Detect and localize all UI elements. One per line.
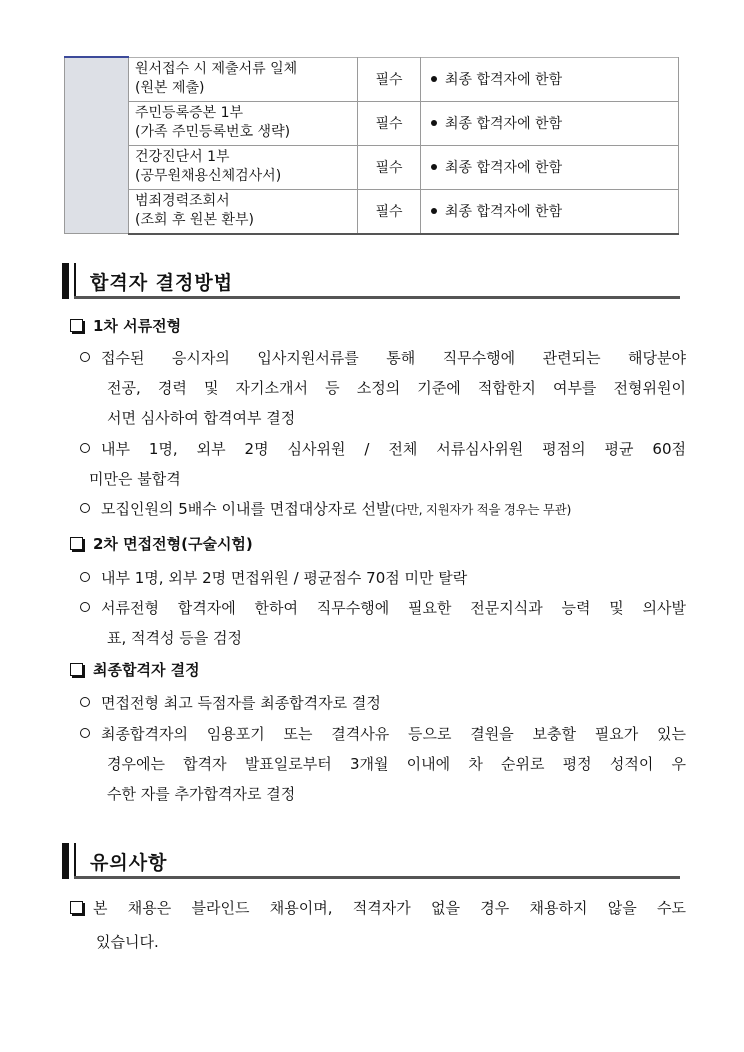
circle-bullet-icon bbox=[80, 352, 90, 362]
note-text: 최종 합격자에 한함 bbox=[445, 72, 563, 88]
circle-bullet-icon bbox=[80, 697, 90, 707]
stage1-item2-line2: 미만은 불합격 bbox=[89, 470, 181, 488]
document-name-cell bbox=[129, 189, 358, 234]
heading-bar bbox=[62, 263, 69, 299]
note-cell bbox=[421, 101, 679, 145]
stage2-item2-line2: 표, 적격성 등을 검정 bbox=[107, 629, 242, 647]
item-text: 서류전형 합격자에 한하여 직무수행에 필요한 전문지식과 능력 및 의사발 bbox=[101, 599, 686, 617]
document-name: 원서접수 시 제출서류 일체 bbox=[135, 61, 298, 77]
heading-tick bbox=[74, 263, 76, 299]
item-text: 접수된 응시자의 입사지원서류를 통해 직무수행에 관련되는 해당분야 bbox=[101, 349, 686, 367]
table-row bbox=[65, 145, 679, 189]
checkbox-square-icon bbox=[70, 663, 83, 676]
document-detail: (공무원채용신체검사서) bbox=[135, 168, 282, 184]
bullet-icon bbox=[431, 76, 437, 82]
requirement-cell: 필수 bbox=[358, 189, 421, 234]
requirement-cell: 필수 bbox=[358, 101, 421, 145]
section-title: 유의사항 bbox=[90, 852, 168, 874]
document-name: 건강진단서 1부 bbox=[135, 149, 230, 165]
requirement-cell: 필수 bbox=[358, 145, 421, 189]
document-detail: (원본 제출) bbox=[135, 80, 205, 96]
stage2-heading bbox=[70, 533, 690, 554]
final-heading bbox=[70, 659, 690, 680]
circle-bullet-icon bbox=[80, 503, 90, 513]
stage2-item1 bbox=[80, 567, 467, 588]
stage1-item1-line3: 서면 심사하여 합격여부 결정 bbox=[107, 409, 296, 427]
final-item2-line1 bbox=[80, 723, 686, 744]
stage1-title: 1차 서류전형 bbox=[93, 317, 182, 335]
item-text: 내부 1명, 외부 2명 심사위원 / 전체 서류심사위원 평점의 평균 60점 bbox=[101, 440, 686, 458]
final-item2-line2: 경우에는 합격자 발표일로부터 3개월 이내에 차 순위로 평정 성적이 우 bbox=[107, 755, 686, 773]
stage1-heading bbox=[70, 315, 690, 336]
item-parenthetical: (다만, 지원자가 적을 경우는 무관) bbox=[390, 502, 572, 517]
note-cell bbox=[421, 57, 679, 101]
checkbox-square-icon bbox=[70, 537, 83, 550]
document-name: 주민등록증본 1부 bbox=[135, 105, 244, 121]
bullet-icon bbox=[431, 208, 437, 214]
final-item2-line3: 수한 자를 추가합격자로 결정 bbox=[107, 785, 296, 803]
note-text: 최종 합격자에 한함 bbox=[445, 204, 563, 220]
requirement-cell: 필수 bbox=[358, 57, 421, 101]
stage1-item1-line1 bbox=[80, 347, 686, 368]
stage1-item1-line2: 전공, 경력 및 자기소개서 등 소정의 기준에 적합한지 여부를 전형위원이 bbox=[107, 379, 686, 397]
item-text: 최종합격자의 임용포기 또는 결격사유 등으로 결원을 보충할 필요가 있는 bbox=[101, 725, 686, 743]
note-cell bbox=[421, 189, 679, 234]
checkbox-square-icon bbox=[70, 319, 83, 332]
document-name: 범죄경력조회서 bbox=[135, 193, 230, 209]
document-detail: (조회 후 원본 환부) bbox=[135, 212, 254, 228]
heading-rule bbox=[74, 296, 680, 299]
note-text: 최종 합격자에 한함 bbox=[445, 116, 563, 132]
bullet-icon bbox=[431, 120, 437, 126]
note-text: 최종 합격자에 한함 bbox=[445, 160, 563, 176]
table-row bbox=[65, 189, 679, 234]
item-text: 면접전형 최고 득점자를 최종합격자로 결정 bbox=[101, 694, 381, 712]
notice-line1 bbox=[70, 897, 686, 918]
category-cell bbox=[65, 57, 129, 234]
table-row bbox=[65, 57, 679, 101]
heading-tick bbox=[74, 843, 76, 879]
stage2-item2-line1 bbox=[80, 597, 686, 618]
circle-bullet-icon bbox=[80, 572, 90, 582]
checkbox-square-icon bbox=[70, 901, 83, 914]
stage1-item3 bbox=[80, 498, 686, 519]
document-name-cell bbox=[129, 57, 358, 101]
stage2-title: 2차 면접전형(구술시험) bbox=[93, 535, 253, 553]
stage1-item2-line1 bbox=[80, 438, 686, 459]
heading-rule bbox=[74, 876, 680, 879]
document-detail: (가족 주민등록번호 생략) bbox=[135, 124, 291, 140]
document-name-cell bbox=[129, 145, 358, 189]
circle-bullet-icon bbox=[80, 602, 90, 612]
required-documents-table bbox=[64, 56, 679, 235]
section-heading-notes bbox=[62, 843, 680, 879]
item-text: 내부 1명, 외부 2명 면접위원 / 평균점수 70점 미만 탈락 bbox=[101, 569, 468, 587]
bullet-icon bbox=[431, 164, 437, 170]
section-title: 합격자 결정방법 bbox=[90, 272, 234, 294]
final-title: 최종합격자 결정 bbox=[93, 661, 200, 679]
heading-bar bbox=[62, 843, 69, 879]
item-text: 모집인원의 5배수 이내를 면접대상자로 선발 bbox=[101, 500, 391, 518]
circle-bullet-icon bbox=[80, 443, 90, 453]
note-cell bbox=[421, 145, 679, 189]
document-name-cell bbox=[129, 101, 358, 145]
section-heading-selection bbox=[62, 263, 680, 299]
notice-text: 본 채용은 블라인드 채용이며, 적격자가 없을 경우 채용하지 않을 수도 bbox=[93, 899, 686, 917]
final-item1 bbox=[80, 692, 381, 713]
notice-line2: 있습니다. bbox=[96, 933, 159, 951]
circle-bullet-icon bbox=[80, 728, 90, 738]
table-row bbox=[65, 101, 679, 145]
